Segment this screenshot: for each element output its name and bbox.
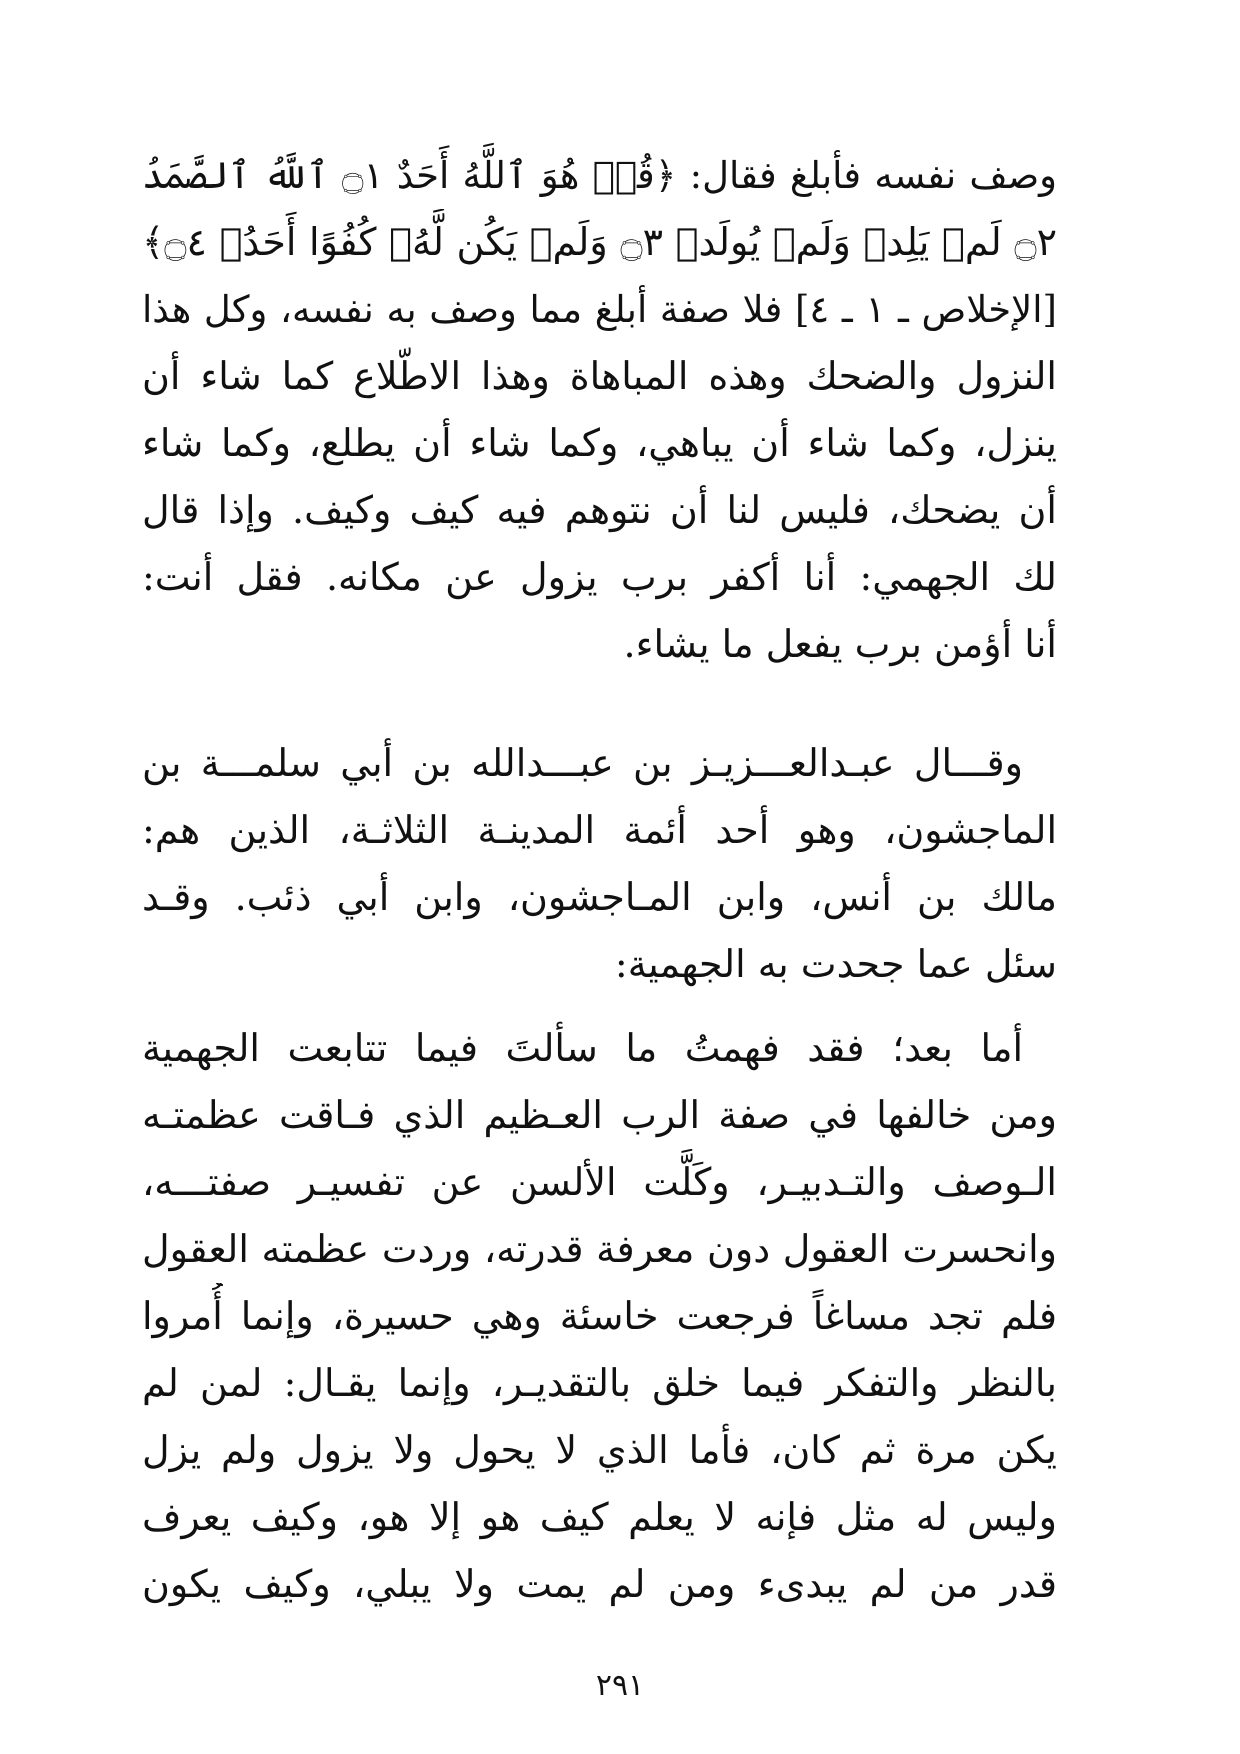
paragraph-line: بالنظر والتفكر فيما خلق بالتقديـر، وإنما يقـال: لمن لم	[142, 1361, 1057, 1405]
page-number: ٢٩١	[595, 1668, 645, 1703]
paragraph-line: ومن خالفها في صفة الرب العـظيم الذي فـاقت عظمتـه	[142, 1093, 1057, 1137]
paragraph-line: فلم تجد مساغاً فرجعت خاسئة وهي حسيرة، وإنما أُمروا	[142, 1294, 1057, 1338]
paragraph-line: وانحسرت العقول دون معرفة قدرته، وردت عظمته العقول	[142, 1227, 1057, 1271]
paragraph-line: قدر من لم يبدىء ومن لم يمت ولا يبلي، وكيف يكون	[142, 1562, 1057, 1606]
paragraph-line: وليس له مثل فإنه لا يعلم كيف هو إلا هو، وكيف يعرف	[142, 1495, 1057, 1539]
paragraph-line: ينزل، وكما شاء أن يباهي، وكما شاء أن يطلع، وكما شاء	[142, 421, 1057, 465]
paragraph-line: وصف نفسه فأبلغ فقال: ﴿قُلۡ هُوَ ٱللَّهُ أَحَدٌ ۝١ ٱللَّهُ ٱلصَّمَدُ	[142, 154, 1057, 197]
paragraph-line: [الإخلاص ـ ١ ـ ٤] فلا صفة أبلغ مما وصف به نفسه، وكل هذا	[142, 288, 1057, 331]
paragraph-line: مالك بن أنس، وابن المـاجشون، وابن أبي ذئب. وقـد	[142, 875, 1057, 919]
paragraph-line: الماجشون، وهو أحد أئمة المدينـة الثلاثـة، الذين هم:	[142, 808, 1057, 852]
paragraph-line: لك الجهمي: أنا أكفر برب يزول عن مكانه. فقل أنت:	[142, 555, 1057, 599]
paragraph-line: يكن مرة ثم كان، فأما الذي لا يحول ولا يزول ولم يزل	[142, 1428, 1057, 1472]
paragraph-3	[142, 1015, 1057, 1618]
paragraph-line: أن يضحك، فليس لنا أن نتوهم فيه كيف وكيف. وإذا قال	[142, 488, 1057, 532]
paragraph-line: أما بعد؛ فقد فهمتُ ما سألتَ فيما تتابعت الجهمية	[142, 1026, 1023, 1070]
quran-verse-line: ۝٢ لَمۡ يَلِدۡ وَلَمۡ يُولَدۡ ۝٣ وَلَمۡ يَكُن لَّهُۥ كُفُوًا أَحَدُۢ ۝٤﴾	[142, 220, 1057, 264]
paragraph-2	[142, 730, 1057, 998]
paragraph-line: النزول والضحك وهذه المباهاة وهذا الاطّلاع كما شاء أن	[142, 354, 1057, 398]
paragraph-line: وقـــال عبـدالعـــزيـز بن عبـــدالله بن أبي سلمـــة بن	[142, 741, 1023, 785]
paragraph-1	[142, 142, 1057, 678]
paragraph-line: الـوصف والتـدبيـر، وكَلَّت الألسن عن تفسيـر صفتـــه،	[142, 1160, 1057, 1204]
paragraph-line: أنا أؤمن برب يفعل ما يشاء.	[623, 622, 1057, 666]
paragraph-line: سئل عما جحدت به الجهمية:	[614, 942, 1057, 986]
